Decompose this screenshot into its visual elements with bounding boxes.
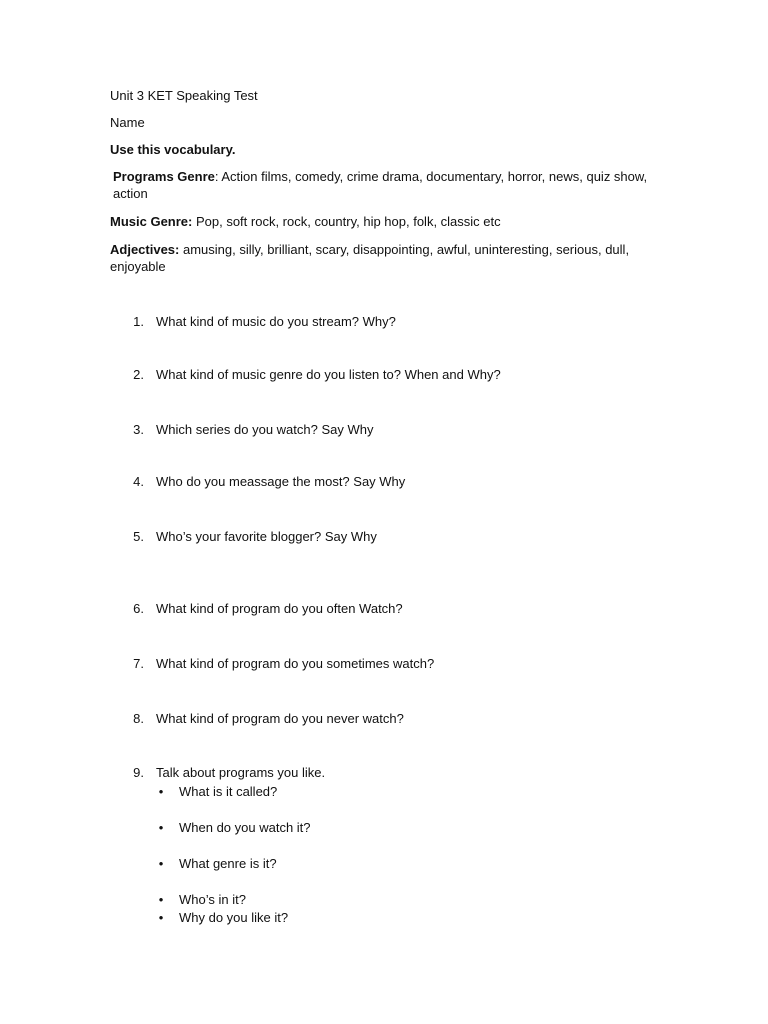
bullet-icon: •: [158, 784, 164, 799]
name-label: Name: [110, 115, 145, 130]
question-text: What kind of program do you often Watch?: [156, 601, 403, 616]
question-text: What kind of music genre do you listen to? When and Why?: [156, 367, 501, 382]
programs-genre-label: Programs Genre: [113, 169, 215, 184]
question-number: 1.: [133, 314, 144, 329]
adjectives-text: amusing, silly, brilliant, scary, disappointing, awful, uninteresting, serious, dull, enjoyable: [110, 242, 630, 274]
document-title: Unit 3 KET Speaking Test: [110, 88, 258, 103]
question-number: 2.: [133, 367, 144, 382]
music-genre-label: Music Genre:: [110, 214, 193, 229]
question-number: 8.: [133, 711, 144, 726]
question-text: Which series do you watch? Say Why: [156, 422, 374, 437]
programs-genre-line: [113, 168, 663, 202]
question-text: What kind of program do you never watch?: [156, 711, 404, 726]
vocabulary-instruction: Use this vocabulary.: [110, 142, 236, 157]
sub-question-text: Who’s in it?: [179, 892, 246, 907]
bullet-icon: •: [158, 910, 164, 925]
sub-question-text: Why do you like it?: [179, 910, 289, 925]
question-text: Who do you meassage the most? Say Why: [156, 474, 406, 489]
bullet-icon: •: [158, 856, 164, 871]
music-genre-text: Pop, soft rock, rock, country, hip hop, folk, classic etc: [192, 214, 501, 229]
sub-question-text: When do you watch it?: [179, 820, 311, 835]
bullet-icon: •: [158, 892, 164, 907]
question-text: What kind of music do you stream? Why?: [156, 314, 396, 329]
question-text: Who’s your favorite blogger? Say Why: [156, 529, 377, 544]
music-genre-line: [110, 213, 660, 230]
question-number: 3.: [133, 422, 144, 437]
programs-genre-text: : Action films, comedy, crime drama, documentary, horror, news, quiz show, action: [113, 169, 648, 201]
question-text: What kind of program do you sometimes watch?: [156, 656, 435, 671]
bullet-icon: •: [158, 820, 164, 835]
question-number: 6.: [133, 601, 144, 616]
sub-question-text: What genre is it?: [179, 856, 277, 871]
question-text: Talk about programs you like.: [156, 765, 326, 780]
question-number: 4.: [133, 474, 144, 489]
adjectives-line: [110, 241, 660, 275]
adjectives-label: Adjectives:: [110, 242, 180, 257]
question-number: 5.: [133, 529, 144, 544]
question-number: 9.: [133, 765, 144, 780]
sub-question-text: What is it called?: [179, 784, 278, 799]
question-number: 7.: [133, 656, 144, 671]
